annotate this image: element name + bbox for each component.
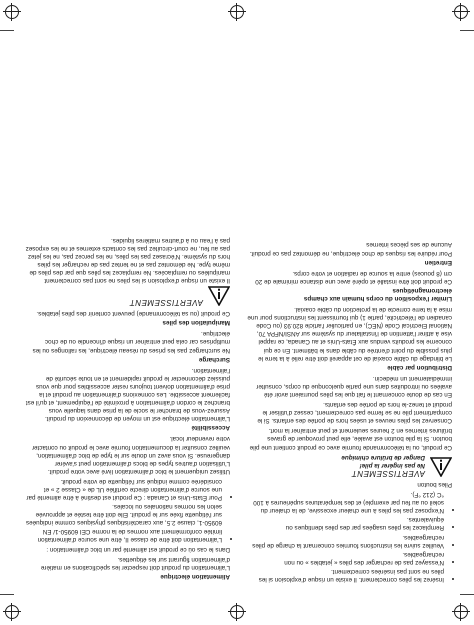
section-heading: Accessibilité <box>191 424 230 432</box>
section-heading: Limiter l'exposition du corps humain aux champs électromagnétiques <box>303 286 452 302</box>
paragraph: Ce produit doit être installé et opéré avec une distance minimale de 20 cm (8 pouces) entre la source de radiation et votre corps. <box>255 269 452 285</box>
warning-triangle-icon <box>430 457 452 477</box>
paragraph: Il existe un risque d'explosion si les piles ne sont pas correctement manipulées ou remplacées. Ne remplacez les piles que par des piles de même type. Ne démontez pas et ne tentez pas de recharger les piles hors du système. N'écrasez pas les piles, ne les percez pas, ne les jetez pas au feu, ne court-circuitez pas les contacts externes et ne les exposez pas à l'eau ou à d'autres matières liquides. <box>25 236 230 285</box>
paragraph: L'alimentation électrique est un moyen de déconnexion du produit. Assurez-vous de brancher le socle de la prise dans laquelle vous branchez le cordon d'alimentation à proximité de l'équipement, et qu'il est facilement accessible. Les connexions d'alimentation au produit et la prise d'alimentation doivent toujours rester accessibles pour que vous puissiez déconnecter le produit rapidement et en toute sécurité de l'alimentation. <box>25 366 230 423</box>
registration-mark <box>5 605 19 619</box>
paragraph: Ne surchargez pas les prises du réseau électrique, les rallonges ou les multiprises car cela peut entraîner un risque d'incendie ou de choc électrique. <box>32 330 230 354</box>
crop-mark <box>460 30 474 31</box>
paragraph: Dans le cas où ce produit est alimenté par un bloc d'alimentation : <box>46 545 230 553</box>
list-item: • Insérez les piles correctement. Il existe un risque d'explosion si les piles ne sont pas insérées correctement. <box>247 567 444 583</box>
section-heading: Distribution par câble <box>387 363 452 371</box>
left-column <box>247 238 452 583</box>
warning-triangle-icon <box>208 286 230 306</box>
power-bullets <box>25 477 230 543</box>
crop-mark <box>0 594 14 595</box>
list-item: • N'essayez pas de recharger des piles « jetables » ou non rechargeables. <box>247 550 444 566</box>
crop-mark <box>0 30 14 31</box>
list-item: • L'alimentation doit être de classe II, être une source d'alimentation limitée conformément aux normes de la norme CEI 60950-1/ EN 60950-1, clause 2.5, aux caractéristiques physiques comme indiquées sur l'étiquette fixée sur le produit. Elle doit être testée et approuvée selon les normes nationales ou locales. <box>25 502 222 542</box>
warning-subtitle: Ne pas ingérer la pile! <box>359 461 425 469</box>
paragraph: Le blindage du câble coaxial de cet appareil doit être relié à la terre le plus possible du point d'entrée du câble dans le bâtiment. En ce qui concerne les produits vendus aux États-Unis et au Canada, ce rappel vise à attirer l'attention de l'installateur du système sur ANSI/NFPA 70, National Electrical Code (NEC), en particulier l'article 820.93 (ou Code canadien de l'électricité, partie 1) qui fournissent les instructions pour une mise à la terre correcte de la protection du câble coaxial. <box>247 306 452 362</box>
coin-cell-label: Piles bouton <box>417 480 452 488</box>
list-item: • Pour États-Unis et Canada : Ce produit est destiné à être alimenté par une source d'alimentation directe certifiée UL de « Classe 2 » et considérée comme indiqué sur l'étiquette de votre produit. <box>25 477 222 501</box>
list-item: • N'exposez pas les piles à une chaleur excessive, de la chaleur du soleil ou au feu par exemple) et des températures supérieures à 100 °C (212 °F). <box>247 490 444 514</box>
section-heading: Alimentation électrique <box>160 573 230 580</box>
paragraph: Utilisez uniquement le bloc d'alimentation livré avec votre produit. L'utilisation d'autres types de blocs d'alimentation peut s'avérer dangereuse. Si vous avez un doute sur le type de bloc d'alimentation, veuillez consulter la documentation fournie avec le produit ou contacter votre revendeur local. <box>31 435 230 475</box>
warning-title: AVERTISSEMENT <box>129 298 203 308</box>
registration-mark <box>230 605 244 619</box>
warning-text <box>341 453 425 477</box>
right-column <box>25 234 230 583</box>
paragraph: Conservez les piles neuves et usées hors de portée des enfants. Si le compartiment pile ne se ferme pas correctement, cessez d'utiliser le produit et tenez-le hors de portée des enfants. <box>257 401 452 425</box>
list-item: • Remplacez les piles usagées par des piles identiques ou équivalentes. <box>247 515 444 531</box>
coin-cell-warning <box>247 453 452 477</box>
warning-title: AVERTISSEMENT <box>351 468 425 478</box>
registration-mark <box>454 5 468 19</box>
section-heading: Manipulation des piles <box>162 319 230 327</box>
warning-text <box>130 298 203 306</box>
section-heading: Entretien <box>424 258 452 266</box>
paragraph: Pour réduire les risques de choc électrique, ne démontez pas ce produit. Aucune de ses pièces internes <box>249 241 452 257</box>
crop-mark <box>460 594 474 595</box>
list-item: • Veuillez suivre les instructions fournies concernant la charge de piles rechargeables. <box>247 532 444 548</box>
registration-mark <box>454 605 468 619</box>
paragraph: L'alimentation du produit doit respecter les spécifications en matière d'alimentation figurant sur les étiquettes. <box>40 555 230 571</box>
warning-subtitle: Danger de brûlure chimique <box>341 453 425 461</box>
battery-warning <box>25 286 230 306</box>
section-heading: Surcharge <box>198 355 230 363</box>
registration-mark <box>5 5 19 19</box>
paragraph: Ce produit, ou la télécommande fournie avec ce produit contient une pile bouton. Si la pile bouton est avalée, elle peut provoquer de graves brûlures internes en 2 heures seulement et peut entraîner la mort. <box>249 427 452 451</box>
paragraph: Ce produit (ou sa télécommande) peuvent contenir des piles jetables. <box>36 310 230 318</box>
battery-bullets <box>247 490 452 583</box>
paragraph: En cas de doute concernant le fait que les piles pourraient avoir été avalées ou introduites dans une partie quelconque du corps, consulter immédiatement un médecin. <box>256 374 452 399</box>
registration-mark <box>230 5 244 19</box>
